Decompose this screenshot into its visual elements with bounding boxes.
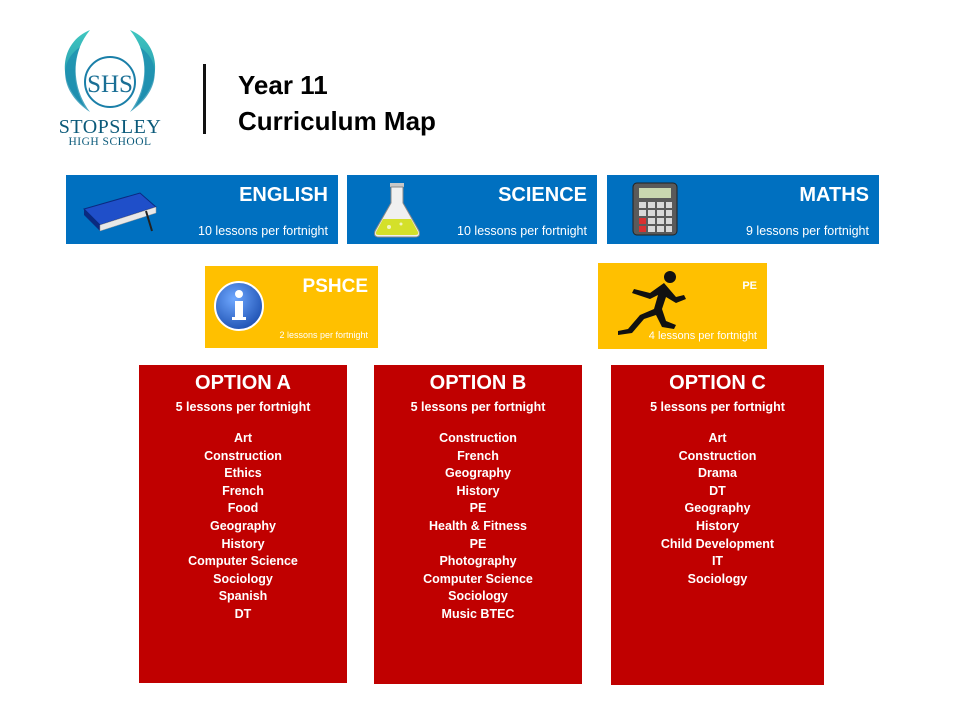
option-subject: Construction xyxy=(678,448,757,463)
option-subject: Photography xyxy=(439,554,517,569)
subject-card-english xyxy=(66,175,338,244)
option-subject: Sociology xyxy=(448,589,508,604)
option-subject: History xyxy=(456,483,500,498)
option-title: OPTION A xyxy=(195,372,291,394)
subject-card-pshce xyxy=(205,266,378,348)
option-title: OPTION B xyxy=(429,372,527,394)
option-subject: Sociology xyxy=(687,571,748,586)
option-subject: Health & Fitness xyxy=(429,518,527,533)
logo-monogram: SHS xyxy=(87,71,133,98)
school-logo xyxy=(50,22,170,152)
option-lessons: 5 lessons per fortnight xyxy=(650,400,785,414)
option-subject: Computer Science xyxy=(423,571,533,586)
page-title-curriculum: Curriculum Map xyxy=(238,106,436,136)
logo-school-subtitle: HIGH SCHOOL xyxy=(68,136,152,148)
option-subject: IT xyxy=(711,554,724,569)
option-subject: History xyxy=(695,518,740,533)
option-subject: Art xyxy=(708,431,727,445)
subject-title-english: ENGLISH xyxy=(239,184,328,206)
option-subject: PE xyxy=(469,501,487,516)
option-block-c xyxy=(611,365,824,685)
header-divider xyxy=(203,64,206,134)
subject-title-pshce: PSHCE xyxy=(302,276,368,297)
option-subject: Computer Science xyxy=(188,554,298,569)
option-lessons: 5 lessons per fortnight xyxy=(410,400,546,414)
option-subject: PE xyxy=(469,536,487,551)
option-subject: Ethics xyxy=(224,466,262,481)
option-subject: Sociology xyxy=(213,571,273,586)
subject-lessons-maths: 9 lessons per fortnight xyxy=(746,224,869,238)
option-block-b xyxy=(374,365,582,684)
option-subject: Art xyxy=(233,431,253,445)
option-title: OPTION C xyxy=(669,372,766,394)
option-subject: History xyxy=(221,536,265,551)
info-icon xyxy=(213,280,265,332)
option-subject: Drama xyxy=(698,466,737,481)
subject-lessons-english: 10 lessons per fortnight xyxy=(198,224,328,238)
option-subject: French xyxy=(222,483,264,498)
option-subject: Child Development xyxy=(660,536,775,551)
option-subject-list xyxy=(611,430,824,588)
page-title-year: Year 11 xyxy=(238,70,328,100)
option-subject: Food xyxy=(227,501,259,516)
option-subject: Music BTEC xyxy=(441,606,515,621)
subject-card-maths xyxy=(607,175,879,244)
option-subject: DT xyxy=(234,606,252,621)
subject-card-pe xyxy=(598,263,767,349)
option-subject: Construction xyxy=(204,448,282,463)
option-subject: Geography xyxy=(684,501,751,516)
subject-card-science xyxy=(347,175,597,244)
option-subject: Construction xyxy=(439,431,517,445)
option-subject: Geography xyxy=(445,466,511,481)
option-subject: French xyxy=(457,448,499,463)
subject-lessons-pe: 4 lessons per fortnight xyxy=(648,330,757,342)
option-subject: DT xyxy=(709,483,726,498)
option-subject-list xyxy=(139,430,347,624)
subject-title-maths: MATHS xyxy=(799,184,869,206)
flask-icon xyxy=(371,181,423,239)
logo-school-name: STOPSLEY xyxy=(58,116,162,138)
runner-icon xyxy=(614,269,688,335)
option-subject-list xyxy=(374,430,582,624)
option-subject: Geography xyxy=(210,518,276,533)
book-icon xyxy=(80,187,160,237)
option-subject: Spanish xyxy=(218,589,268,604)
option-block-a xyxy=(139,365,347,683)
calculator-icon xyxy=(631,181,679,237)
subject-lessons-science: 10 lessons per fortnight xyxy=(457,224,587,238)
subject-title-science: SCIENCE xyxy=(498,184,587,206)
shs-crest-icon xyxy=(50,22,170,122)
subject-title-pe: PE xyxy=(742,280,757,292)
option-lessons: 5 lessons per fortnight xyxy=(175,400,311,414)
subject-lessons-pshce: 2 lessons per fortnight xyxy=(279,330,368,340)
